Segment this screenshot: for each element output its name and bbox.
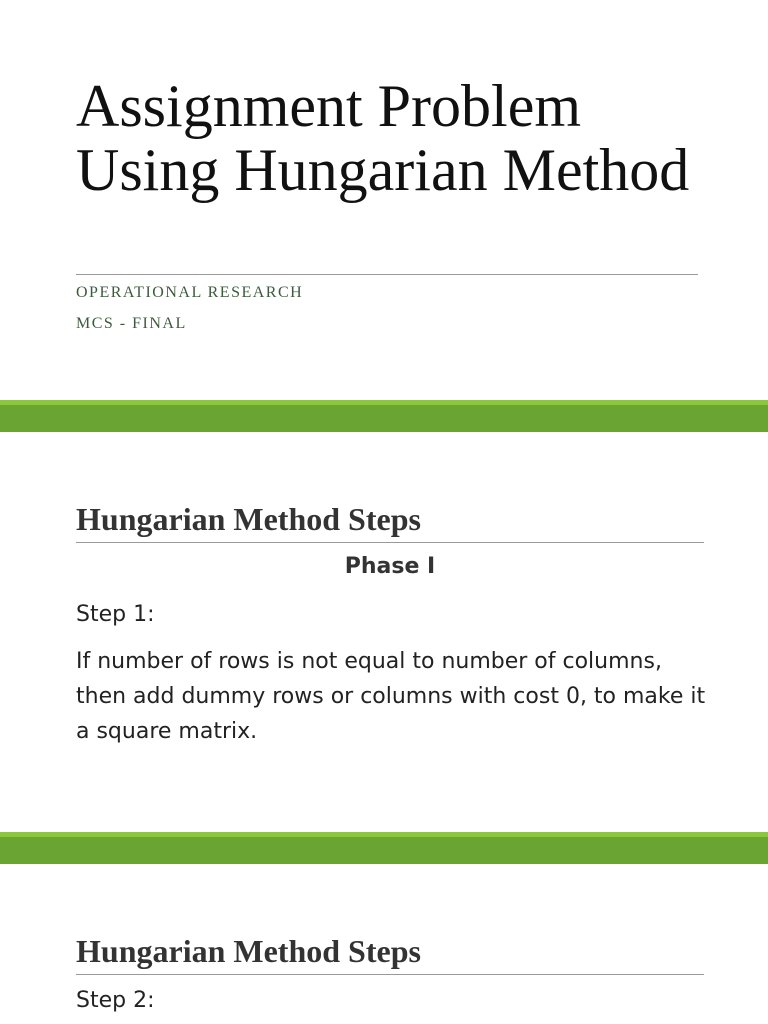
subtitle-class: MCS - FINAL xyxy=(76,315,187,332)
title-divider xyxy=(76,274,698,275)
slide-separator xyxy=(0,400,768,432)
heading-divider xyxy=(76,542,704,543)
phase-label: Phase I xyxy=(344,554,436,579)
step-description: If number of rows is not equal to number of columns, then add dummy rows or columns with cost 0, to make it a square matrix. xyxy=(76,649,706,744)
title-slide xyxy=(0,0,768,400)
steps-slide-2 xyxy=(0,864,768,1024)
subtitle-course: OPERATIONAL RESEARCH xyxy=(76,284,304,301)
section-heading: Hungarian Method Steps xyxy=(76,501,421,537)
step-label: Step 2: xyxy=(76,988,155,1013)
slide-separator xyxy=(0,832,768,864)
section-heading: Hungarian Method Steps xyxy=(76,933,421,969)
step-label: Step 1: xyxy=(76,602,155,627)
slide-title: Assignment Problem Using Hungarian Method xyxy=(76,73,690,203)
heading-divider xyxy=(76,974,704,975)
steps-slide-1 xyxy=(0,432,768,832)
